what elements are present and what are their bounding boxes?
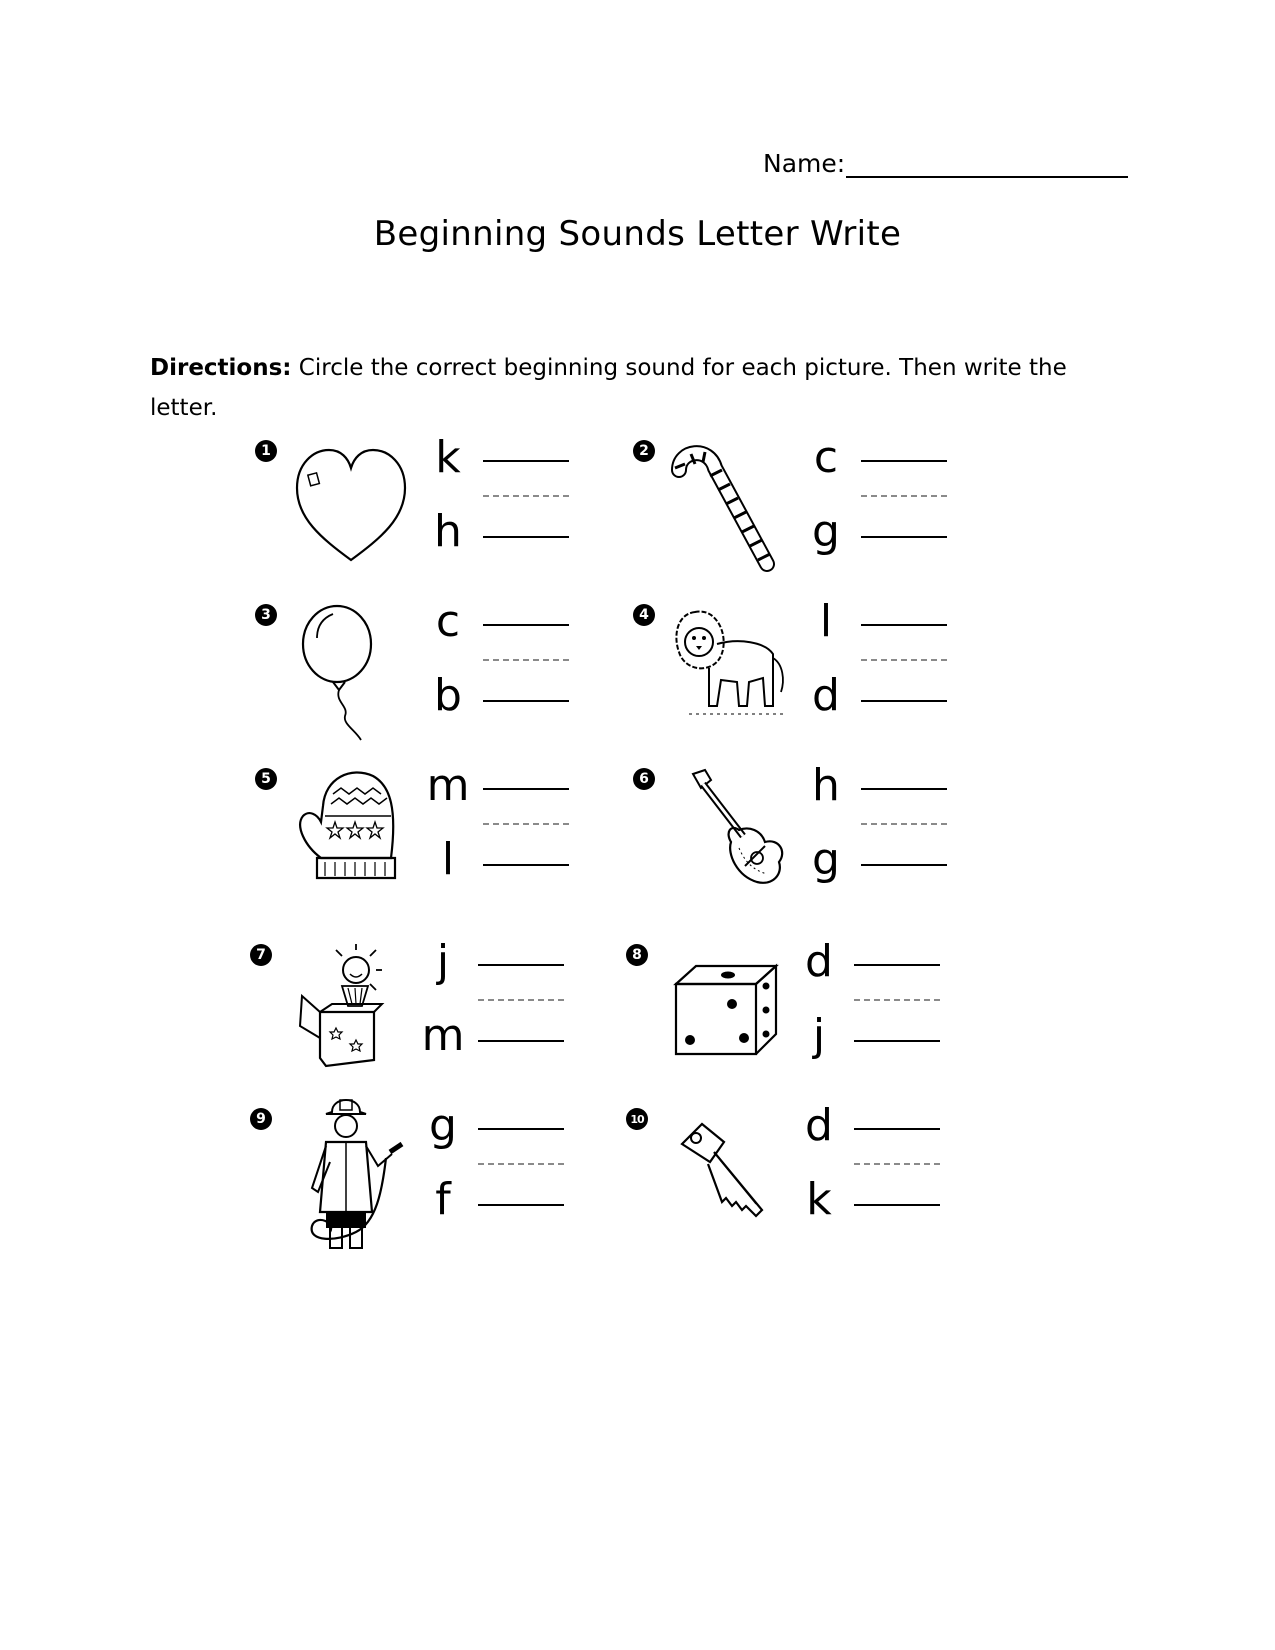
writing-midline (854, 1163, 940, 1165)
writing-line-bottom[interactable] (483, 864, 569, 866)
writing-midline (478, 1163, 564, 1165)
choice-letter-bottom[interactable]: m (421, 1010, 465, 1061)
item-number: 4 (633, 604, 655, 626)
choice-letter-bottom[interactable]: g (812, 506, 840, 557)
writing-midline (483, 495, 569, 497)
choice-letter-top[interactable]: d (805, 936, 833, 987)
choice-letter-bottom[interactable]: k (806, 1174, 832, 1225)
name-label: Name: (763, 149, 846, 178)
item-number: 2 (633, 440, 655, 462)
writing-midline (483, 659, 569, 661)
writing-line-bottom[interactable] (478, 1040, 564, 1042)
writing-midline (861, 659, 947, 661)
writing-line-bottom[interactable] (861, 864, 947, 866)
heart-icon (291, 438, 411, 578)
writing-line-bottom[interactable] (483, 536, 569, 538)
choice-letter-top[interactable]: c (435, 596, 461, 647)
jack-in-the-box-icon (286, 942, 406, 1082)
exercise-item-5 (255, 760, 585, 918)
writing-midline (483, 823, 569, 825)
name-blank-line[interactable] (846, 148, 1128, 178)
exercise-item-9 (250, 1100, 580, 1258)
writing-line-top[interactable] (483, 460, 569, 462)
writing-midline (854, 999, 940, 1001)
choice-letter-top[interactable]: d (805, 1100, 833, 1151)
exercise-item-10 (626, 1100, 956, 1258)
choice-letter-top[interactable]: j (436, 936, 450, 987)
exercise-item-6 (633, 760, 963, 918)
exercise-item-4 (633, 596, 963, 754)
name-field[interactable] (763, 148, 1128, 178)
choice-letter-bottom[interactable]: h (434, 506, 462, 557)
balloon-icon (291, 602, 411, 742)
die-icon (662, 942, 782, 1082)
writing-line-bottom[interactable] (478, 1204, 564, 1206)
choice-letter-bottom[interactable]: l (441, 834, 455, 885)
writing-line-bottom[interactable] (861, 700, 947, 702)
firefighter-icon (286, 1092, 406, 1252)
choice-letter-top[interactable]: g (429, 1100, 457, 1151)
item-number: 9 (250, 1108, 272, 1130)
exercise-item-1 (255, 432, 585, 590)
item-number: 8 (626, 944, 648, 966)
choice-letter-bottom[interactable]: g (812, 834, 840, 885)
writing-line-bottom[interactable] (854, 1204, 940, 1206)
writing-line-top[interactable] (483, 624, 569, 626)
lion-icon (669, 602, 789, 742)
guitar-icon (669, 766, 789, 906)
choice-letter-bottom[interactable]: j (812, 1010, 826, 1061)
choice-letter-top[interactable]: k (435, 432, 461, 483)
key-icon (662, 1106, 782, 1246)
choice-letter-top[interactable]: m (426, 760, 470, 811)
item-number: 5 (255, 768, 277, 790)
directions (150, 348, 1110, 428)
item-number: 7 (250, 944, 272, 966)
writing-line-top[interactable] (861, 624, 947, 626)
directions-text: Circle the correct beginning sound for each picture. Then write the letter. (150, 355, 1067, 421)
writing-line-top[interactable] (854, 964, 940, 966)
writing-line-top[interactable] (478, 1128, 564, 1130)
writing-line-top[interactable] (861, 788, 947, 790)
writing-line-top[interactable] (854, 1128, 940, 1130)
writing-line-top[interactable] (478, 964, 564, 966)
writing-midline (861, 823, 947, 825)
choice-letter-bottom[interactable]: d (812, 670, 840, 721)
choice-letter-top[interactable]: l (819, 596, 833, 647)
exercise-item-3 (255, 596, 585, 754)
writing-line-top[interactable] (861, 460, 947, 462)
choice-letter-bottom[interactable]: f (435, 1174, 451, 1225)
candy-cane-icon (669, 438, 789, 578)
item-number: 3 (255, 604, 277, 626)
exercise-item-8 (626, 936, 956, 1094)
page-title: Beginning Sounds Letter Write (373, 214, 902, 254)
choice-letter-bottom[interactable]: b (434, 670, 462, 721)
writing-midline (861, 495, 947, 497)
choice-letter-top[interactable]: h (812, 760, 840, 811)
choice-letter-top[interactable]: c (813, 432, 839, 483)
exercise-item-7 (250, 936, 580, 1094)
item-number: 10 (626, 1108, 648, 1130)
writing-midline (478, 999, 564, 1001)
writing-line-top[interactable] (483, 788, 569, 790)
writing-line-bottom[interactable] (854, 1040, 940, 1042)
writing-line-bottom[interactable] (483, 700, 569, 702)
exercise-item-2 (633, 432, 963, 590)
item-number: 1 (255, 440, 277, 462)
directions-label: Directions: (150, 355, 292, 381)
mitten-icon (291, 766, 411, 906)
writing-line-bottom[interactable] (861, 536, 947, 538)
item-number: 6 (633, 768, 655, 790)
